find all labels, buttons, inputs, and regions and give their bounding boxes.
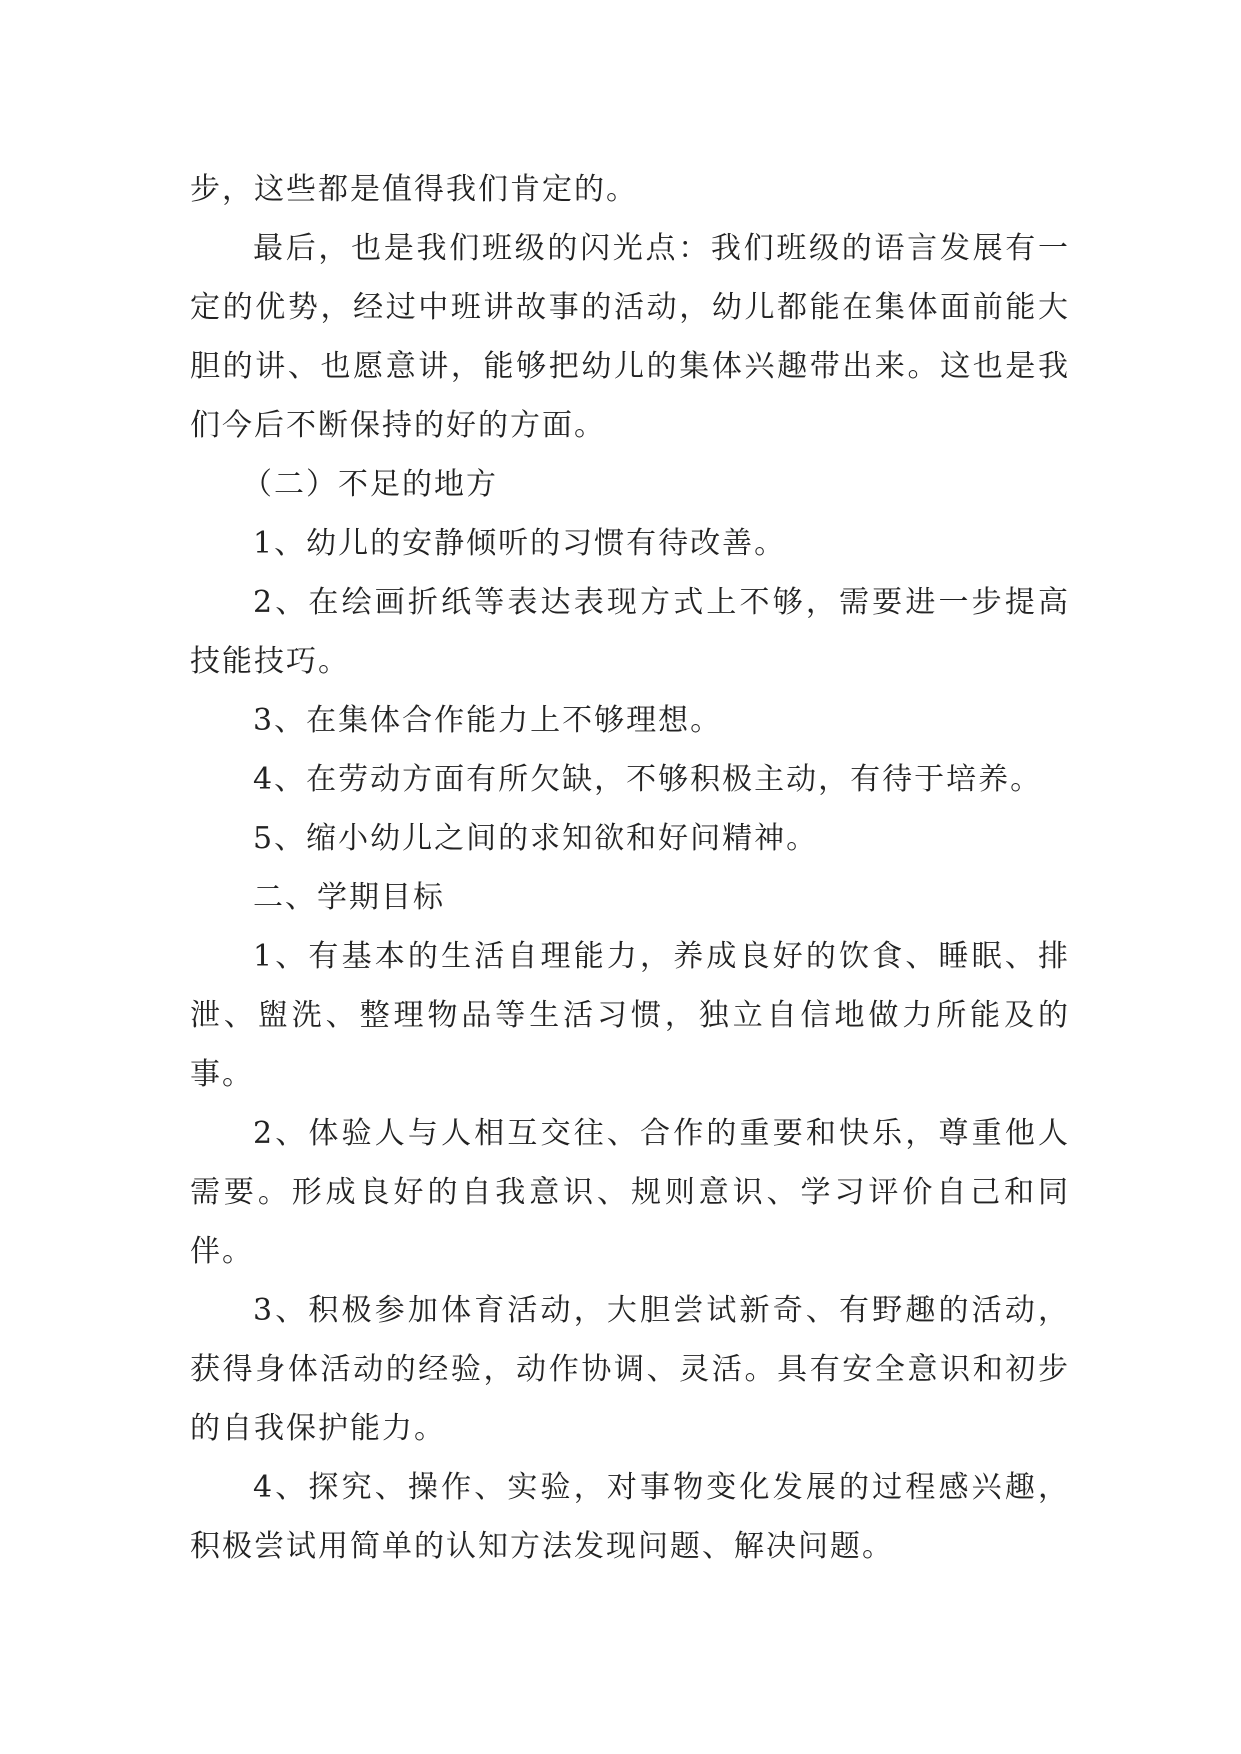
list-item-shortcoming-4: 4、在劳动方面有所欠缺，不够积极主动，有待于培养。 [253,762,1043,797]
list-item-goal-4: 4、探究、操作、实验，对事物变化发展的过程感兴趣，积极尝试用简单的认知方法发现问题、解决问题。 [190,1470,1070,1564]
list-item-shortcoming-3: 3、在集体合作能力上不够理想。 [253,703,723,738]
paragraph-highlight: 最后，也是我们班级的闪光点：我们班级的语言发展有一定的优势，经过中班讲故事的活动，幼儿都能在集体面前能大胆的讲、也愿意讲，能够把幼儿的集体兴趣带出来。这也是我们今后不断保持的好的方面。 [190,231,1070,443]
list-item-shortcoming-5: 5、缩小幼儿之间的求知欲和好问精神。 [253,821,819,856]
list-item-goal-1: 1、有基本的生活自理能力，养成良好的饮食、睡眠、排泄、盥洗、整理物品等生活习惯，独立自信地做力所能及的事。 [190,939,1070,1092]
list-item-shortcoming-2: 2、在绘画折纸等表达表现方式上不够，需要进一步提高技能技巧。 [190,585,1070,679]
list-item-goal-3: 3、积极参加体育活动，大胆尝试新奇、有野趣的活动，获得身体活动的经验，动作协调、灵活。具有安全意识和初步的自我保护能力。 [190,1293,1070,1446]
document-body [190,160,1070,1576]
list-item-goal-2: 2、体验人与人相互交往、合作的重要和快乐，尊重他人需要。形成良好的自我意识、规则意识、学习评价自己和同伴。 [190,1116,1070,1269]
section-heading-goals: 二、学期目标 [253,880,445,915]
list-item-shortcoming-1: 1、幼儿的安静倾听的习惯有待改善。 [253,526,787,561]
section-heading-shortcomings: （二）不足的地方 [242,467,498,502]
paragraph-continuation: 步，这些都是值得我们肯定的。 [190,172,638,207]
